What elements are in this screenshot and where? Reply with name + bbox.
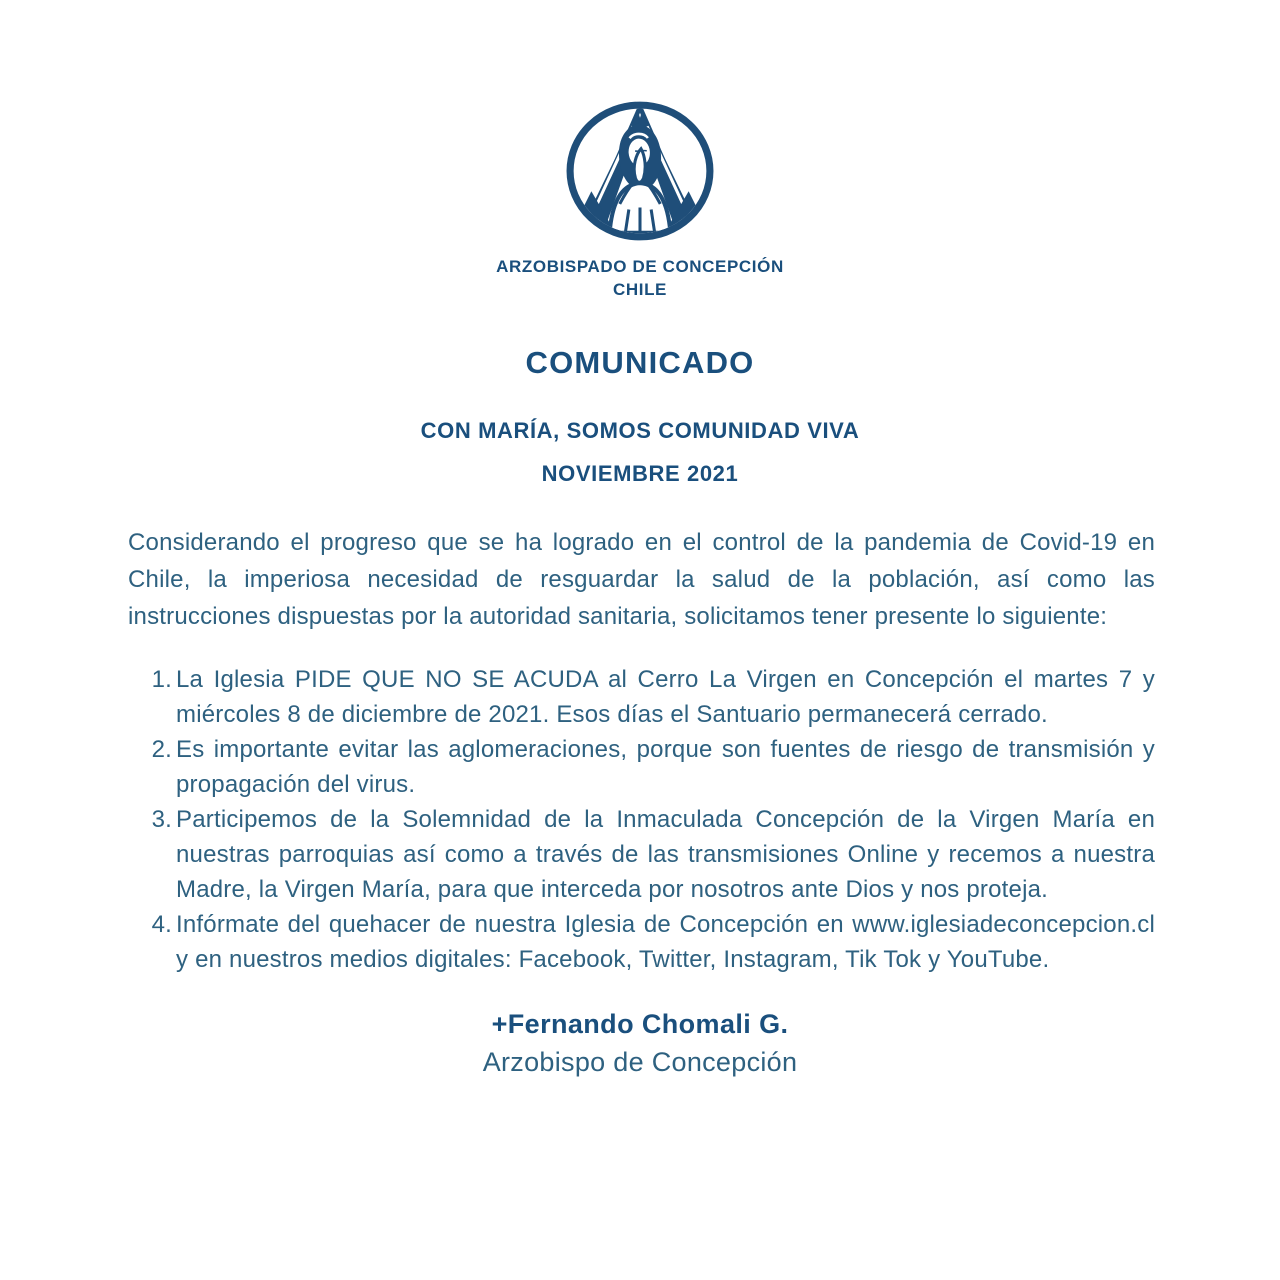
org-country: CHILE	[613, 280, 667, 299]
diocese-logo	[0, 0, 1280, 247]
virgin-mary-emblem-icon	[564, 100, 716, 242]
org-name: ARZOBISPADO DE CONCEPCIÓN	[496, 257, 784, 276]
list-item	[128, 662, 1155, 732]
item-number: 1.	[151, 666, 172, 693]
signature-name: +Fernando Chomali G.	[491, 1009, 789, 1039]
document-date: NOVIEMBRE 2021	[541, 461, 739, 486]
list-item	[128, 907, 1155, 977]
item-number: 4.	[151, 911, 172, 938]
list-item	[128, 732, 1155, 802]
list-item	[128, 802, 1155, 907]
signature-role: Arzobispo de Concepción	[482, 1047, 798, 1077]
communique-list	[128, 662, 1155, 977]
document-subtitle: CON MARÍA, SOMOS COMUNIDAD VIVA	[420, 418, 860, 443]
item-number: 3.	[151, 806, 172, 833]
intro-paragraph: Considerando el progreso que se ha logrado en el control de la pandemia de Covid-19 en Chile, la imperiosa necesidad de resguardar la salud de la población, así como las instrucciones dispuestas por la autoridad sanitaria, solicitamos tener presente lo siguiente:	[128, 529, 1155, 630]
item-text: Es importante evitar las aglomeraciones, porque son fuentes de riesgo de transmisión y propagación del virus.	[176, 736, 1155, 798]
item-text: Participemos de la Solemnidad de la Inmaculada Concepción de la Virgen María en nuestras parroquias así como a través de las transmisiones Online y recemos a nuestra Madre, la Virgen María, para que interceda por nosotros ante Dios y nos proteja.	[176, 806, 1155, 903]
document-title: COMUNICADO	[525, 345, 755, 380]
item-text: Infórmate del quehacer de nuestra Iglesia de Concepción en www.iglesiadeconcepcion.cl y en nuestros medios digitales: Facebook, Twitter, Instagram, Tik Tok y YouTube.	[176, 911, 1155, 973]
item-number: 2.	[151, 736, 172, 763]
signature-block	[0, 1009, 1280, 1078]
item-text: La Iglesia PIDE QUE NO SE ACUDA al Cerro La Virgen en Concepción el martes 7 y miércoles 8 de diciembre de 2021. Esos días el Santuario permanecerá cerrado.	[176, 666, 1155, 728]
